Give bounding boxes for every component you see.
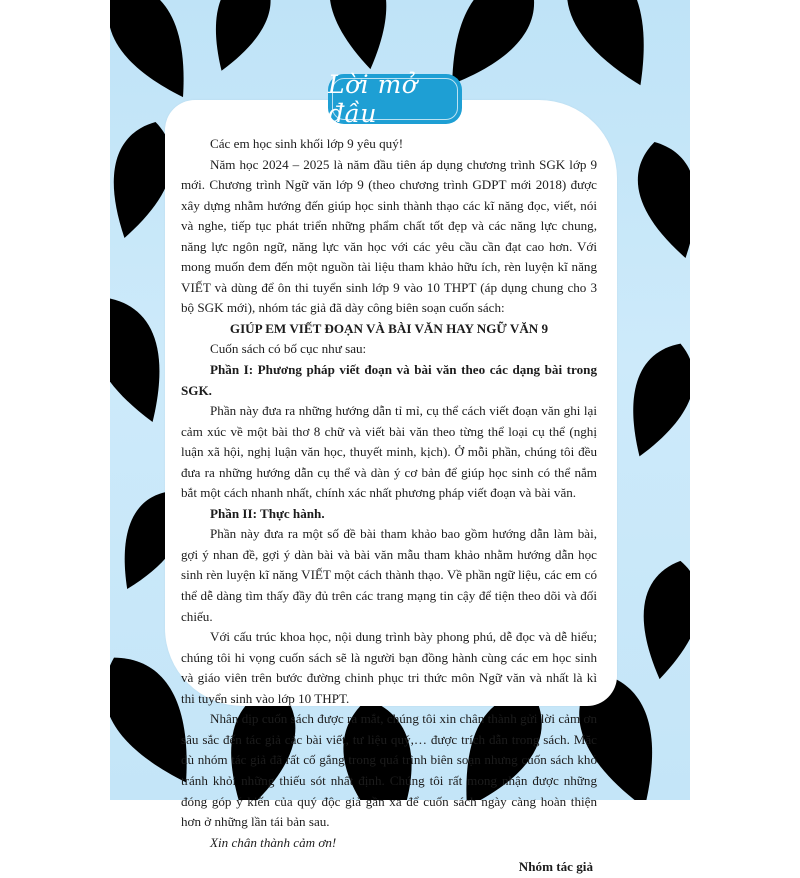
page-title: Lời mở đầu [328,70,418,128]
title-badge [328,70,462,128]
part-two-paragraph: Phần này đưa ra một số đề bài tham khảo bao gồm hướng dẫn làm bài, gợi ý nhan đề, gợi ý dàn bài và bài văn mẫu tham khảo nhằm hướng dẫn học sinh rèn luyện kĩ năng VIẾT một cách thành thạo. Về phần ngữ liệu, các em có thể dễ dàng tìm thấy đầy đủ trên các trang mạng tin cậy để tiện theo dõi và đối chiếu. [181,526,597,624]
layout-intro-paragraph: Cuốn sách có bố cục như sau: [210,341,367,357]
thanks-paragraph: Nhân dịp cuốn sách được ra mắt, chúng tôi xin chân thành gửi lời cảm ơn sâu sắc đến tác giả các bài viết, tư liệu quý,… được trích dẫn trong sách. Mặc dù nhóm tác giả đã rất cố gắng trong quá trình biên soạn nhưng cuốn sách khó tránh khỏi những thiếu sót nhất định. Chúng tôi rất mong nhận được những đóng góp ý kiến của quý độc giả gần xa để cuốn sách ngày càng hoàn thiện hơn ở những lần tái bản sau. [181,711,597,830]
part-two-heading: Phần II: Thực hành. [210,505,325,521]
greeting-paragraph: Các em học sinh khối lớp 9 yêu quý! [210,136,404,151]
book-title-heading: GIÚP EM VIẾT ĐOẠN VÀ BÀI VĂN HAY NGỮ VĂN 9 [229,320,549,336]
closing-line: Xin chân thành cảm ơn! [210,834,337,850]
part-one-paragraph: Phần này đưa ra những hướng dẫn tỉ mỉ, cụ thể cách viết đoạn văn ghi lại cảm xúc về một bài thơ 8 chữ và viết bài văn theo từng thể loại cụ thể (nghị luận xã hội, nghị luận văn học, thuyết minh, kịch). Ở mỗi phần, chúng tôi đều đưa ra những hướng dẫn cụ thể và dàn ý cơ bản để giúp học sinh có thể nắm bắt một cách nhanh nhất, chính xác nhất phương pháp viết đoạn và bài văn. [181,403,597,501]
intro-paragraph: Năm học 2024 – 2025 là năm đầu tiên áp dụng chương trình SGK lớp 9 mới. Chương trình Ngữ văn lớp 9 (theo chương trình GDPT mới 2018) được xây dựng nhằm hướng đến giúp học sinh thành thạo các kĩ năng đọc, viết, nói và nghe, tiếp tục phát triển những phẩm chất tốt đẹp và các năng lực chung, năng lực ngôn ngữ, năng lực văn học với các yêu cầu cần đạt cao hơn. Với mong muốn đem đến một nguồn tài liệu tham khảo hữu ích, rèn luyện kĩ năng VIẾT và dùng để ôn thi tuyển sinh lớp 9 vào 10 THPT (áp dụng chung cho 3 bộ SGK mới), nhóm tác giả đã dày công biên soạn cuốn sách: [181,156,597,316]
body-text [181,134,597,878]
signature: Nhóm tác giả [518,859,593,875]
part-one-heading: Phần I: Phương pháp viết đoạn và bài văn theo các dạng bài trong SGK. [181,362,597,398]
structure-paragraph: Với cấu trúc khoa học, nội dung trình bày phong phú, dễ đọc và dễ hiểu; chúng tôi hi vọng cuốn sách sẽ là người bạn đồng hành cùng các em học sinh và giáo viên trên bước đường chinh phục tri thức môn Ngữ văn và nhất là kì thi tuyển sinh vào lớp 10 THPT. [181,629,597,706]
